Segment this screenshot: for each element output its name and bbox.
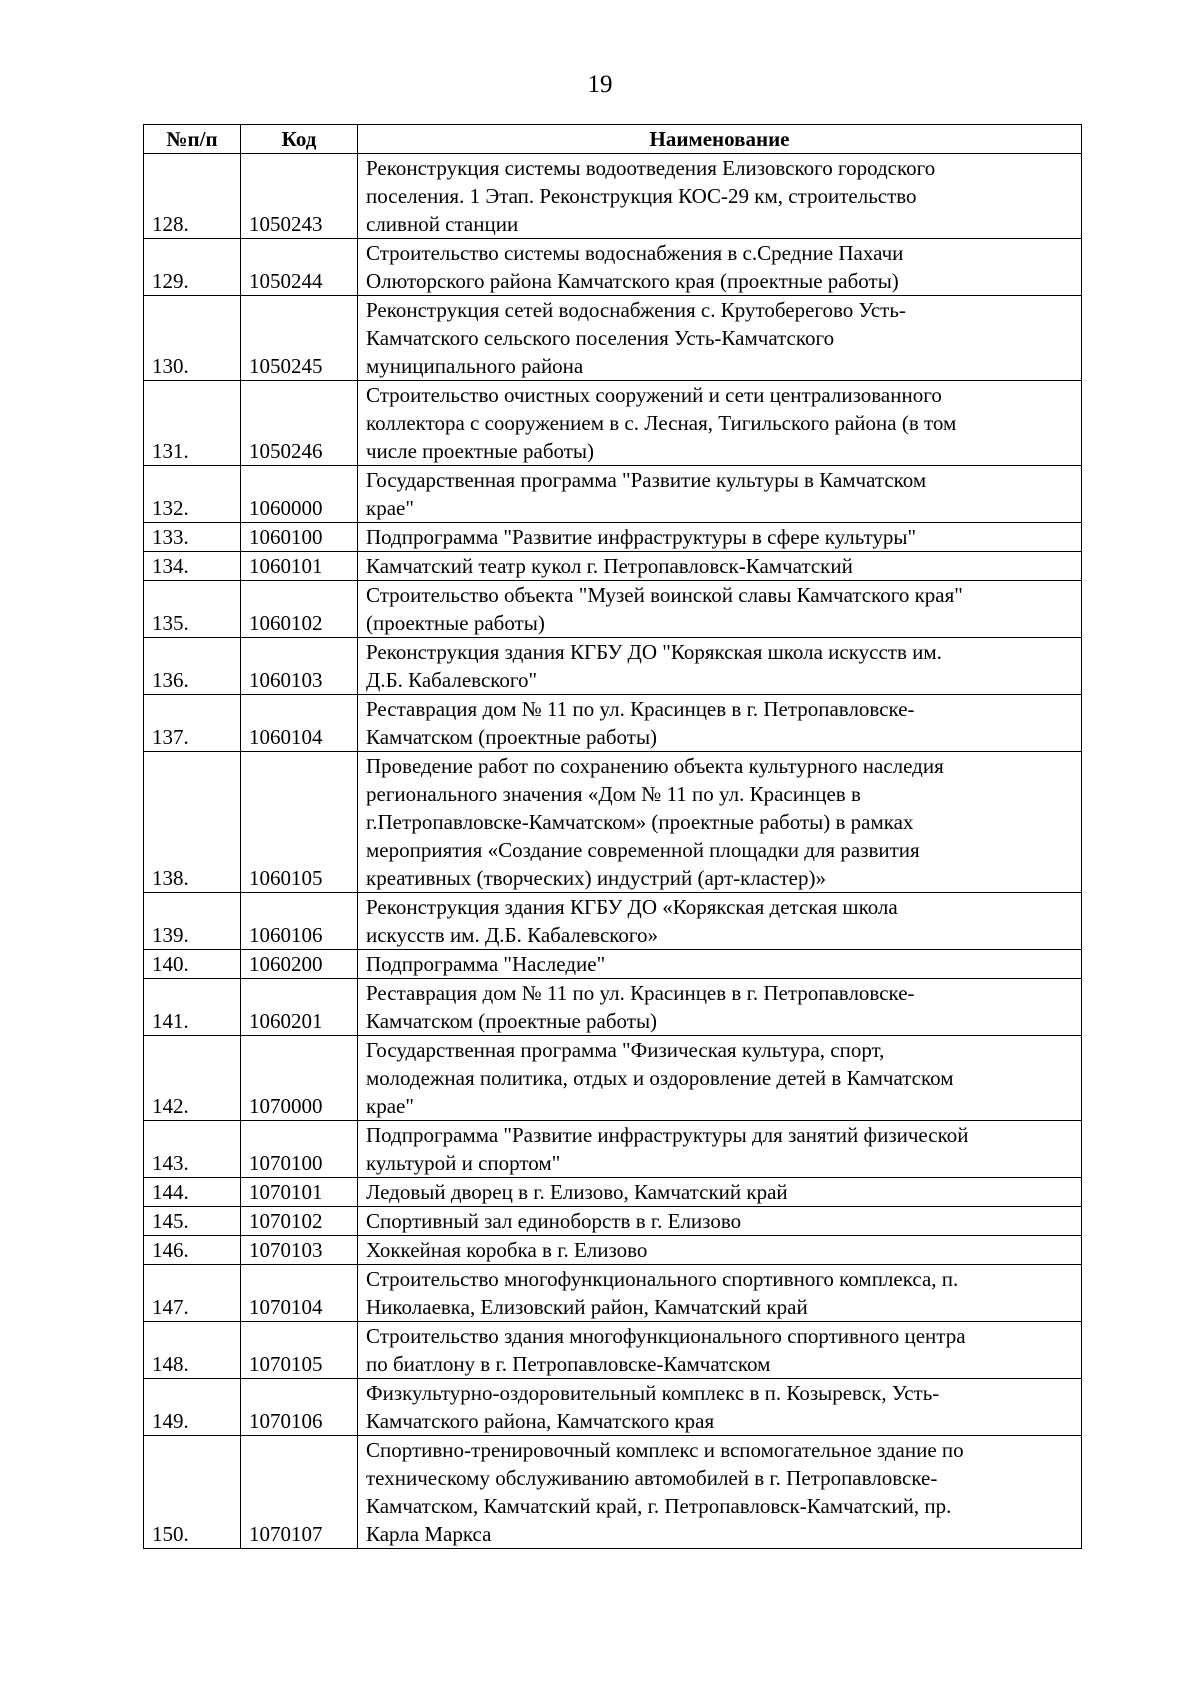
row-number-cell: 132. — [144, 466, 241, 523]
row-code-cell: 1050244 — [241, 239, 358, 296]
row-code-cell: 1070105 — [241, 1322, 358, 1379]
row-number-cell: 137. — [144, 695, 241, 752]
row-code-cell: 1070000 — [241, 1036, 358, 1121]
row-number-cell: 133. — [144, 523, 241, 552]
row-name-cell: Строительство здания многофункционального спортивного центра по биатлону в г. Петропавловске-Камчатском — [358, 1322, 1082, 1379]
row-number-cell: 135. — [144, 581, 241, 638]
table-row — [144, 1265, 1082, 1322]
row-code-cell: 1070106 — [241, 1379, 358, 1436]
table-row — [144, 1036, 1082, 1121]
row-number-cell: 144. — [144, 1178, 241, 1207]
row-name-cell: Подпрограмма "Развитие инфраструктуры в сфере культуры" — [358, 523, 1082, 552]
row-name-cell: Проведение работ по сохранению объекта культурного наследия регионального значения «Дом № 11 по ул. Красинцев в г.Петропавловске-Камчатском» (проектные работы) в рамках мероприятия «Создание современной площадки для развития креативных (творческих) индустрий (арт-кластер)» — [358, 752, 1082, 893]
row-name-cell: Спортивно-тренировочный комплекс и вспомогательное здание по техническому обслуживанию автомобилей в г. Петропавловске- Камчатском, Камчатский край, г. Петропавловск-Камчатский, пр. Карла Маркса — [358, 1436, 1082, 1549]
row-number-cell: 141. — [144, 979, 241, 1036]
table-row — [144, 1207, 1082, 1236]
row-number-cell: 142. — [144, 1036, 241, 1121]
row-name-cell: Реконструкция здания КГБУ ДО «Корякская детская школа искусств им. Д.Б. Кабалевского» — [358, 893, 1082, 950]
row-number-cell: 146. — [144, 1236, 241, 1265]
row-code-cell: 1060201 — [241, 979, 358, 1036]
page-number: 19 — [587, 71, 613, 98]
row-code-cell: 1050246 — [241, 381, 358, 466]
row-number-cell: 145. — [144, 1207, 241, 1236]
table-row — [144, 239, 1082, 296]
table-row — [144, 1322, 1082, 1379]
row-name-cell: Физкультурно-оздоровительный комплекс в п. Козыревск, Усть- Камчатского района, Камчатского края — [358, 1379, 1082, 1436]
table-row — [144, 1178, 1082, 1207]
row-name-cell: Строительство объекта "Музей воинской славы Камчатского края" (проектные работы) — [358, 581, 1082, 638]
row-code-cell: 1070107 — [241, 1436, 358, 1549]
row-code-cell: 1050243 — [241, 154, 358, 239]
row-code-cell: 1070101 — [241, 1178, 358, 1207]
row-name-cell: Спортивный зал единоборств в г. Елизово — [358, 1207, 1082, 1236]
row-name-cell: Строительство многофункционального спортивного комплекса, п. Николаевка, Елизовский район, Камчатский край — [358, 1265, 1082, 1322]
row-number-cell: 131. — [144, 381, 241, 466]
row-code-cell: 1050245 — [241, 296, 358, 381]
row-name-cell: Камчатский театр кукол г. Петропавловск-Камчатский — [358, 552, 1082, 581]
row-code-cell: 1070100 — [241, 1121, 358, 1178]
row-code-cell: 1060104 — [241, 695, 358, 752]
row-name-cell: Государственная программа "Физическая культура, спорт, молодежная политика, отдых и оздоровление детей в Камчатском крае" — [358, 1036, 1082, 1121]
row-number-cell: 129. — [144, 239, 241, 296]
header-number: №п/п — [144, 125, 241, 154]
row-code-cell: 1060200 — [241, 950, 358, 979]
table-row — [144, 893, 1082, 950]
row-code-cell: 1070104 — [241, 1265, 358, 1322]
row-code-cell: 1070103 — [241, 1236, 358, 1265]
row-name-cell: Ледовый дворец в г. Елизово, Камчатский край — [358, 1178, 1082, 1207]
row-number-cell: 150. — [144, 1436, 241, 1549]
row-number-cell: 138. — [144, 752, 241, 893]
row-number-cell: 134. — [144, 552, 241, 581]
table-body — [144, 154, 1082, 1549]
row-name-cell: Реконструкция системы водоотведения Елизовского городского поселения. 1 Этап. Реконструкция КОС-29 км, строительство сливной станции — [358, 154, 1082, 239]
row-code-cell: 1060000 — [241, 466, 358, 523]
row-number-cell: 139. — [144, 893, 241, 950]
table-row — [144, 552, 1082, 581]
row-number-cell: 140. — [144, 950, 241, 979]
header-row — [144, 125, 1082, 154]
row-code-cell: 1060103 — [241, 638, 358, 695]
row-code-cell: 1060101 — [241, 552, 358, 581]
table-row — [144, 581, 1082, 638]
table-row — [144, 381, 1082, 466]
row-name-cell: Реконструкция здания КГБУ ДО "Корякская школа искусств им. Д.Б. Кабалевского" — [358, 638, 1082, 695]
row-number-cell: 149. — [144, 1379, 241, 1436]
row-name-cell: Подпрограмма "Развитие инфраструктуры для занятий физической культурой и спортом" — [358, 1121, 1082, 1178]
row-number-cell: 128. — [144, 154, 241, 239]
row-code-cell: 1060102 — [241, 581, 358, 638]
table-row — [144, 296, 1082, 381]
row-name-cell: Реконструкция сетей водоснабжения с. Крутоберегово Усть- Камчатского сельского поселения Усть-Камчатского муниципального района — [358, 296, 1082, 381]
table-row — [144, 979, 1082, 1036]
table-row — [144, 1379, 1082, 1436]
row-code-cell: 1070102 — [241, 1207, 358, 1236]
table-row — [144, 695, 1082, 752]
header-code: Код — [241, 125, 358, 154]
table-header — [144, 125, 1082, 154]
header-name: Наименование — [358, 125, 1082, 154]
row-number-cell: 147. — [144, 1265, 241, 1322]
row-number-cell: 136. — [144, 638, 241, 695]
table-row — [144, 1436, 1082, 1549]
row-name-cell: Подпрограмма "Наследие" — [358, 950, 1082, 979]
table-row — [144, 1121, 1082, 1178]
row-number-cell: 130. — [144, 296, 241, 381]
row-name-cell: Государственная программа "Развитие культуры в Камчатском крае" — [358, 466, 1082, 523]
table-row — [144, 154, 1082, 239]
table-row — [144, 752, 1082, 893]
table-row — [144, 523, 1082, 552]
row-code-cell: 1060105 — [241, 752, 358, 893]
row-code-cell: 1060100 — [241, 523, 358, 552]
table-row — [144, 1236, 1082, 1265]
row-name-cell: Реставрация дом № 11 по ул. Красинцев в г. Петропавловске- Камчатском (проектные работы) — [358, 979, 1082, 1036]
registry-table — [143, 124, 1082, 1549]
row-number-cell: 148. — [144, 1322, 241, 1379]
table-row — [144, 638, 1082, 695]
table-row — [144, 466, 1082, 523]
row-name-cell: Реставрация дом № 11 по ул. Красинцев в г. Петропавловске- Камчатском (проектные работы) — [358, 695, 1082, 752]
row-code-cell: 1060106 — [241, 893, 358, 950]
row-name-cell: Строительство очистных сооружений и сети централизованного коллектора с сооружением в с. Лесная, Тигильского района (в том числе проектные работы) — [358, 381, 1082, 466]
row-number-cell: 143. — [144, 1121, 241, 1178]
row-name-cell: Строительство системы водоснабжения в с.Средние Пахачи Олюторского района Камчатского края (проектные работы) — [358, 239, 1082, 296]
table-row — [144, 950, 1082, 979]
row-name-cell: Хоккейная коробка в г. Елизово — [358, 1236, 1082, 1265]
